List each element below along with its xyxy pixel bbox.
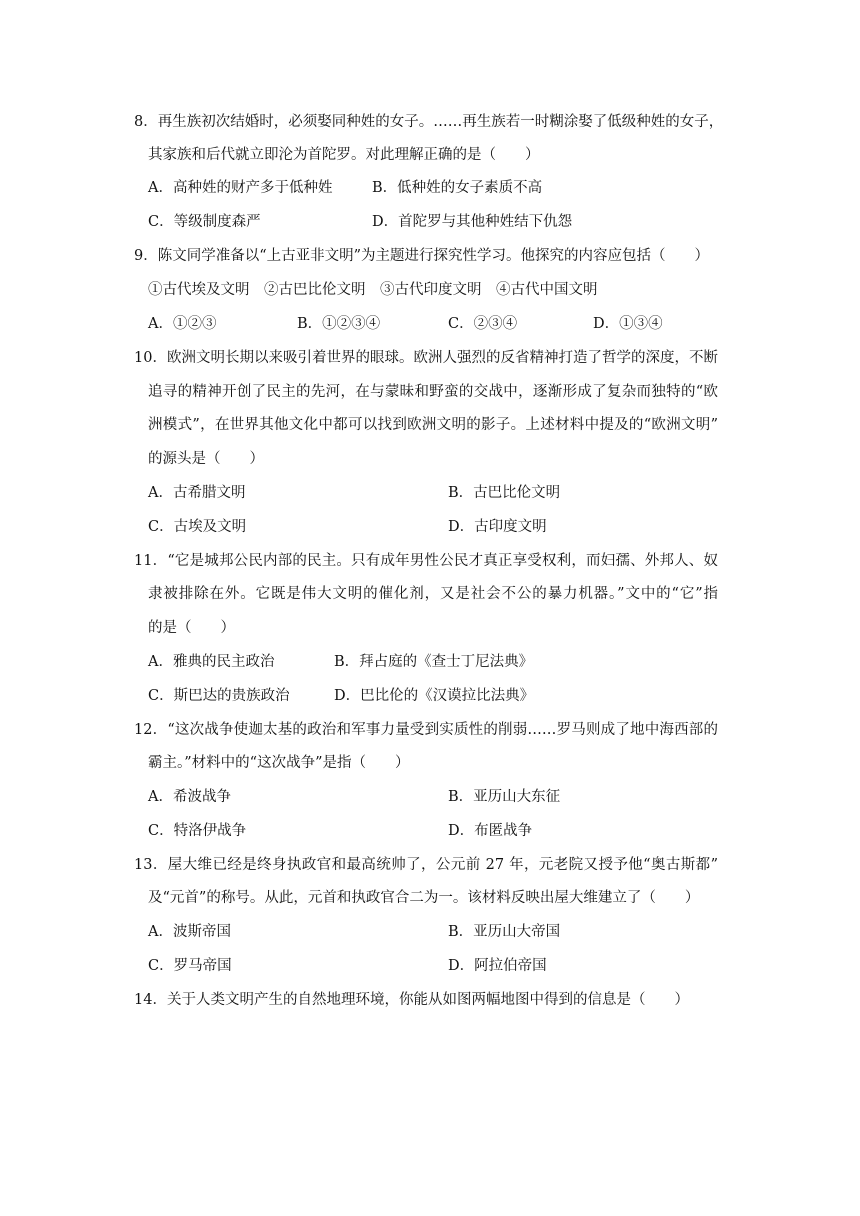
question-8-option-d[interactable]: D．首陀罗与其他种姓结下仇怨 bbox=[372, 214, 573, 230]
question-13-option-b[interactable]: B．亚历山大帝国 bbox=[448, 924, 561, 940]
question-12-option-c[interactable]: C．特洛伊战争 bbox=[148, 823, 247, 839]
question-9-sub-items: ①古代埃及文明 ②古巴比伦文明 ③古代印度文明 ④古代中国文明 bbox=[148, 282, 598, 298]
question-12-option-d[interactable]: D．布匿战争 bbox=[448, 823, 533, 839]
question-11-stem-line-2: 隶被排除在外。它既是伟大文明的催化剂，又是社会不公的暴力机器。”文中的“它”指 bbox=[148, 586, 718, 602]
question-11-option-b[interactable]: B．拜占庭的《查士丁尼法典》 bbox=[334, 654, 534, 670]
question-12-option-a[interactable]: A．希波战争 bbox=[148, 789, 231, 805]
question-10-option-a[interactable]: A．古希腊文明 bbox=[148, 485, 246, 501]
question-10-stem-line-4: 的源头是（ ） bbox=[148, 451, 264, 467]
question-13-stem-line-2: 及“元首”的称号。从此，元首和执政官合二为一。该材料反映出屋大维建立了（ ） bbox=[148, 890, 700, 906]
question-13-option-a[interactable]: A．波斯帝国 bbox=[148, 924, 231, 940]
question-10-stem-line-2: 追寻的精神开创了民主的先河，在与蒙昧和野蛮的交战中，逐渐形成了复杂而独特的“欧 bbox=[148, 384, 718, 400]
question-8-option-b[interactable]: B．低种姓的女子素质不高 bbox=[372, 180, 543, 196]
question-11-option-c[interactable]: C．斯巴达的贵族政治 bbox=[148, 688, 290, 704]
question-8-stem-line-2: 其家族和后代就立即沦为首陀罗。对此理解正确的是（ ） bbox=[148, 147, 540, 163]
question-9-option-a[interactable]: A．①②③ bbox=[148, 316, 217, 332]
question-12-stem-line-1: 12．“这次战争使迦太基的政治和军事力量受到实质性的削弱……罗马则成了地中海西部的 bbox=[134, 722, 718, 738]
question-11-stem-line-3: 的是（ ） bbox=[148, 620, 235, 636]
question-10-option-d[interactable]: D．古印度文明 bbox=[448, 519, 547, 535]
question-9-option-d[interactable]: D．①③④ bbox=[593, 316, 663, 332]
question-13-stem-line-1: 13．屋大维已经是终身执政官和最高统帅了，公元前 27 年，元老院又授予他“奥古斯都” bbox=[134, 857, 718, 873]
question-11-stem-line-1: 11．“它是城邦公民内部的民主。只有成年男性公民才真正享受权利，而妇孺、外邦人、奴 bbox=[134, 553, 718, 569]
question-10-stem-line-3: 洲模式”，在世界其他文化中都可以找到欧洲文明的影子。上述材料中提及的“欧洲文明” bbox=[148, 417, 718, 433]
question-11-option-a[interactable]: A．雅典的民主政治 bbox=[148, 654, 275, 670]
question-9-stem-line-1: 9．陈文同学准备以“上古亚非文明”为主题进行探究性学习。他探究的内容应包括（ ） bbox=[134, 248, 710, 264]
question-10-option-b[interactable]: B．古巴比伦文明 bbox=[448, 485, 561, 501]
question-10-option-c[interactable]: C．古埃及文明 bbox=[148, 519, 247, 535]
question-9-option-b[interactable]: B．①②③④ bbox=[297, 316, 381, 332]
question-8-stem-line-1: 8．再生族初次结婚时，必须娶同种姓的女子。……再生族若一时糊涂娶了低级种姓的女子， bbox=[134, 114, 724, 130]
question-13-option-d[interactable]: D．阿拉伯帝国 bbox=[448, 958, 547, 974]
question-8-option-c[interactable]: C．等级制度森严 bbox=[148, 214, 261, 230]
question-14-stem-line-1: 14．关于人类文明产生的自然地理环境，你能从如图两幅地图中得到的信息是（ ） bbox=[134, 992, 689, 1008]
question-12-option-b[interactable]: B．亚历山大东征 bbox=[448, 789, 561, 805]
question-10-stem-line-1: 10．欧洲文明长期以来吸引着世界的眼球。欧洲人强烈的反省精神打造了哲学的深度，不断 bbox=[134, 350, 718, 366]
question-8-option-a[interactable]: A．高种姓的财产多于低种姓 bbox=[148, 180, 333, 196]
question-9-option-c[interactable]: C．②③④ bbox=[448, 316, 518, 332]
question-11-option-d[interactable]: D．巴比伦的《汉谟拉比法典》 bbox=[334, 688, 535, 704]
question-12-stem-line-2: 霸主。”材料中的“这次战争”是指（ ） bbox=[148, 755, 410, 771]
question-13-option-c[interactable]: C．罗马帝国 bbox=[148, 958, 232, 974]
